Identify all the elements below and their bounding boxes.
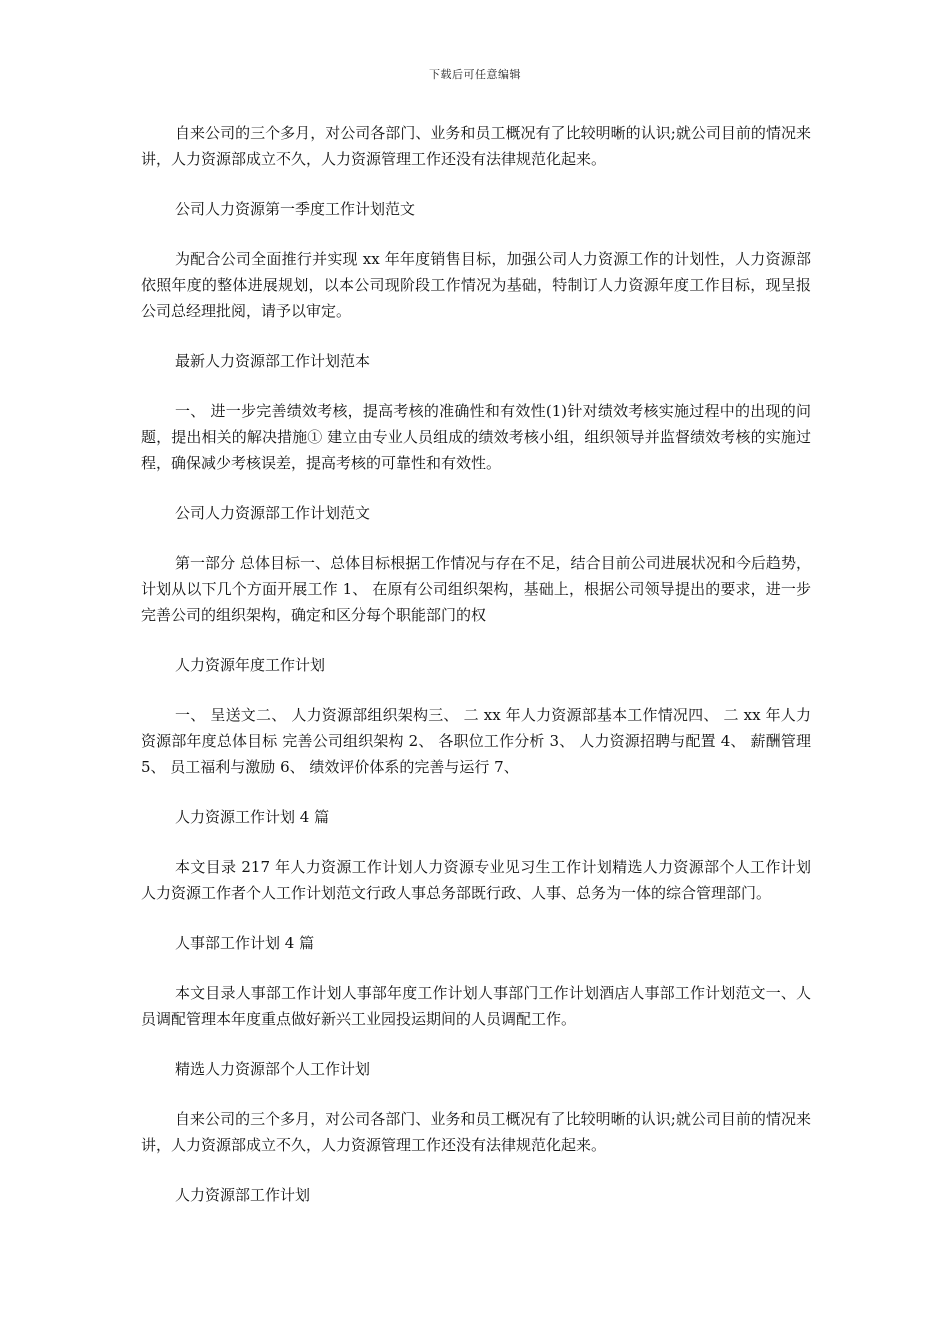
paragraph: 一、 呈送文二、 人力资源部组织架构三、 二 xx 年人力资源部基本工作情况四、 二 xx 年人力资源部年度总体目标 完善公司组织架构 2、 各职位工作分析 3、 人力资源招聘与配置 4、 薪酬管理 5、 员工福利与激励 6、 绩效评价体系的完善与运行 7、 [141,706,811,776]
paragraph: 自来公司的三个多月，对公司各部门、业务和员工概况有了比较明晰的认识;就公司目前的情况来讲，人力资源部成立不久，人力资源管理工作还没有法律规范化起来。 [141,124,811,168]
paragraph: 为配合公司全面推行并实现 xx 年年度销售目标，加强公司人力资源工作的计划性，人力资源部依照年度的整体进展规划，以本公司现阶段工作情况为基础，特制订人力资源年度工作目标，现呈报公司总经理批阅，请予以审定。 [141,250,811,320]
paragraph: 一、 进一步完善绩效考核，提高考核的准确性和有效性(1)针对绩效考核实施过程中的出现的问题，提出相关的解决措施① 建立由专业人员组成的绩效考核小组，组织领导并监督绩效考核的实施过程，确保减少考核误差，提高考核的可靠性和有效性。 [141,402,811,472]
paragraph: 第一部分 总体目标一、总体目标根据工作情况与存在不足，结合目前公司进展状况和今后趋势，计划从以下几个方面开展工作 1、 在原有公司组织架构，基础上，根据公司领导提出的要求，进一步完善公司的组织架构，确定和区分每个职能部门的权 [141,554,811,624]
section-heading: 精选人力资源部个人工作计划 [175,1060,371,1078]
section-heading: 人力资源年度工作计划 [175,656,326,674]
section-heading: 公司人力资源部工作计划范文 [175,504,371,522]
document-body [141,120,811,1232]
paragraph: 本文目录 217 年人力资源工作计划人力资源专业见习生工作计划精选人力资源部个人工作计划人力资源工作者个人工作计划范文行政人事总务部既行政、人事、总务为一体的综合管理部门。 [141,858,811,902]
section-heading: 最新人力资源部工作计划范本 [175,352,371,370]
paragraph: 自来公司的三个多月，对公司各部门、业务和员工概况有了比较明晰的认识;就公司目前的情况来讲，人力资源部成立不久，人力资源管理工作还没有法律规范化起来。 [141,1110,811,1154]
section-heading: 公司人力资源第一季度工作计划范文 [175,200,416,218]
section-heading: 人力资源工作计划 4 篇 [175,808,330,826]
section-heading: 人事部工作计划 4 篇 [175,934,315,952]
paragraph: 本文目录人事部工作计划人事部年度工作计划人事部门工作计划酒店人事部工作计划范文一、人员调配管理本年度重点做好新兴工业园投运期间的人员调配工作。 [141,984,811,1028]
section-heading: 人力资源部工作计划 [175,1186,311,1204]
page-header: 下载后可任意编辑 [429,68,521,81]
